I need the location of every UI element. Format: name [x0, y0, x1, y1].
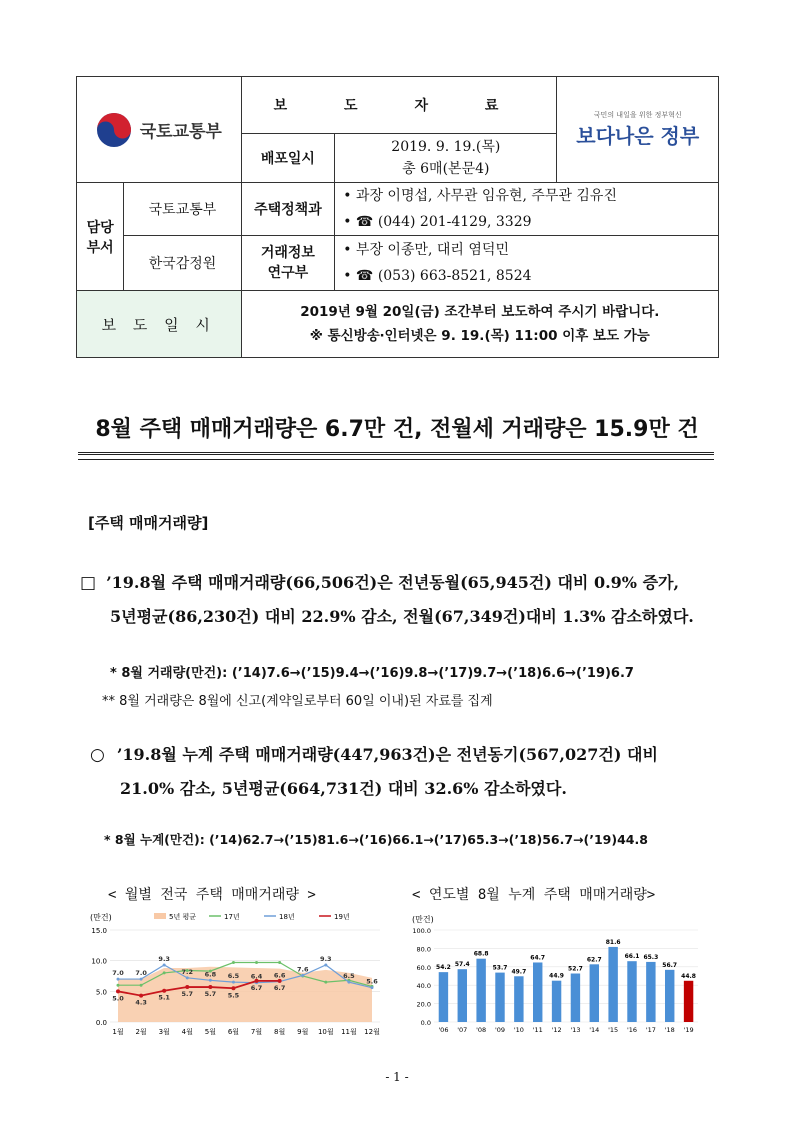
data-point-18년	[163, 963, 166, 966]
bar-value-label: 54.2	[436, 964, 451, 972]
bar	[684, 981, 693, 1022]
data-point-18년	[232, 981, 235, 984]
y-tick-label: 15.0	[91, 927, 107, 935]
dept1: 주택정책과	[241, 183, 335, 236]
square-bullet: □	[80, 573, 97, 593]
bar	[590, 964, 599, 1022]
data-point-17년	[140, 984, 143, 987]
y-tick-label: 0.0	[95, 1019, 107, 1027]
data-point-18년	[209, 979, 212, 982]
bar	[495, 973, 504, 1022]
x-tick-label: '17	[645, 1026, 656, 1034]
y-tick-label: 60.0	[416, 963, 431, 972]
bar	[571, 974, 580, 1022]
data-label-18년: 5.6	[366, 977, 378, 986]
data-point-17년	[278, 961, 281, 964]
data-label-19년: 6.7	[273, 983, 286, 992]
bar	[533, 962, 542, 1022]
chart2-plot	[436, 939, 696, 1022]
bar	[646, 962, 655, 1022]
y-tick-label: 20.0	[416, 1000, 431, 1009]
dist-label: 배포일시	[241, 133, 335, 182]
dist-info	[335, 133, 557, 182]
bar-value-label: 81.6	[605, 938, 621, 946]
bar	[665, 970, 674, 1022]
x-tick-label: 10월	[317, 1028, 334, 1036]
y-tick-label: 10.0	[91, 957, 107, 966]
x-tick-label: '13	[570, 1026, 581, 1034]
x-tick-label: 9월	[297, 1028, 309, 1036]
data-label-18년: 7.2	[181, 967, 194, 976]
data-point-17년	[324, 981, 327, 984]
release-info	[241, 291, 718, 358]
phone2: • ☎ (053) 663-8521, 8524	[343, 268, 532, 284]
data-point-18년	[301, 974, 304, 977]
bar	[608, 947, 617, 1022]
data-point-18년	[186, 976, 189, 979]
data-point-19년	[185, 985, 189, 989]
data-point-17년	[117, 984, 120, 987]
bar	[476, 959, 485, 1022]
data-label-18년: 6.4	[250, 972, 263, 981]
data-label-19년: 6.7	[250, 983, 263, 992]
p2-line1: ’19.8월 누계 주택 매매거래량(447,963건)은 전년동기(567,027건) 대비	[116, 745, 658, 764]
data-point-18년	[347, 981, 350, 984]
release-text: 2019년 9월 20일(금) 조간부터 보도하여 주시기 바랍니다.	[300, 304, 660, 320]
x-tick-label: '15	[608, 1026, 619, 1034]
circle-bullet: ○	[90, 745, 105, 765]
press-header-table	[76, 76, 719, 358]
gov-slogan: 보다나은 정부	[576, 124, 700, 148]
chart1-legend	[154, 912, 350, 921]
x-tick-label: '14	[589, 1026, 600, 1034]
ministry-logo-cell	[77, 77, 242, 183]
data-point-17년	[232, 961, 235, 964]
data-label-19년: 5.5	[227, 991, 240, 1000]
dist-date: 2019. 9. 19.(목)	[391, 138, 501, 155]
data-label-19년: 5.0	[112, 994, 124, 1003]
note-1: * 8월 거래량(만건): (’14)7.6→(’15)9.4→(’16)9.8→(’17)9.7→(’18)6.6→(’19)6.7	[110, 666, 634, 681]
note-2: ** 8월 거래량은 8월에 신고(계약일로부터 60일 이내)된 자료를 집계	[102, 694, 493, 709]
bar	[627, 961, 636, 1022]
x-tick-label: '07	[457, 1026, 468, 1034]
data-point-19년	[162, 989, 166, 993]
chart1-title: < 월별 전국 주택 매매거래량 >	[108, 887, 316, 903]
series-area-5년 평균	[118, 967, 372, 1022]
data-point-19년	[208, 985, 212, 989]
contact1	[335, 183, 719, 236]
data-point-18년	[371, 986, 374, 989]
bar-value-label: 52.7	[568, 965, 583, 973]
x-tick-label: 2월	[135, 1028, 147, 1036]
bar-value-label: 66.1	[624, 953, 640, 961]
data-label-18년: 6.5	[227, 972, 240, 981]
org2: 한국감정원	[124, 236, 241, 291]
p1-line2: 5년평균(86,230건) 대비 22.9% 감소, 전월(67,349건)대비 1.3% 감소하였다.	[110, 607, 694, 626]
y-tick-label: 5.0	[95, 988, 107, 997]
taegeuk-logo-icon	[96, 112, 132, 148]
bar-value-label: 64.7	[530, 954, 546, 962]
data-point-18년	[117, 978, 120, 981]
x-tick-label: 8월	[274, 1028, 286, 1036]
bar-value-label: 44.8	[681, 972, 696, 980]
chart1-unit: (만건)	[90, 913, 112, 922]
data-point-17년	[163, 971, 166, 974]
note-3: * 8월 누계(만건): (’14)62.7→(’15)81.6→(’16)66.1→(’17)65.3→(’18)56.7→(’19)44.8	[104, 832, 648, 847]
chart2-unit: (만건)	[412, 915, 434, 924]
dept2: 거래정보 연구부	[241, 236, 335, 291]
bar-value-label: 56.7	[662, 961, 678, 969]
bar-value-label: 57.4	[454, 961, 470, 969]
headline-rule	[78, 452, 714, 460]
data-label-19년: 4.3	[135, 998, 147, 1007]
data-label-18년: 6.8	[204, 970, 217, 979]
legend-label: 18년	[279, 913, 295, 921]
x-tick-label: '16	[626, 1026, 638, 1034]
bar-value-label: 53.7	[492, 964, 508, 972]
staff1: • 과장 이명섭, 사무관 임유현, 주무관 김유진	[343, 188, 617, 204]
data-label-18년: 6.6	[273, 971, 286, 980]
data-label-19년: 5.7	[204, 990, 217, 999]
release-note: ※ 통신방송‧인터넷은 9. 19.(목) 11:00 이후 보도 가능	[309, 328, 650, 344]
x-tick-label: '19	[683, 1026, 694, 1034]
phone1: • ☎ (044) 201-4129, 3329	[343, 214, 532, 230]
dept-label: 담당 부서	[77, 183, 124, 291]
data-point-19년	[116, 989, 120, 993]
bar-value-label: 49.7	[511, 968, 527, 976]
paragraph-1	[80, 566, 720, 634]
ministry-name: 국토교통부	[139, 122, 222, 142]
data-point-19년	[231, 986, 235, 990]
x-tick-label: '11	[532, 1026, 543, 1034]
p2-line2: 21.0% 감소, 5년평균(664,731건) 대비 32.6% 감소하였다.	[120, 779, 567, 798]
data-point-18년	[324, 963, 327, 966]
bar	[514, 976, 523, 1022]
x-tick-label: 5월	[204, 1028, 216, 1036]
yearly-bar-chart	[408, 912, 708, 1046]
staff2: • 부장 이종만, 대리 염덕민	[343, 242, 509, 258]
x-tick-label: '18	[664, 1026, 675, 1034]
x-tick-label: 11월	[341, 1028, 357, 1036]
data-label-19년: 5.7	[181, 990, 194, 999]
page-number: - 1 -	[385, 1070, 409, 1084]
data-label-18년: 7.0	[135, 969, 147, 978]
data-point-17년	[255, 961, 258, 964]
gov-slogan-cell	[557, 77, 719, 183]
chart1-plot	[112, 955, 378, 1022]
release-label: 보 도 일 시	[77, 291, 242, 358]
bar-value-label: 44.9	[549, 972, 564, 980]
bar-value-label: 62.7	[586, 956, 602, 964]
headline: 8월 주택 매매거래량은 6.7만 건, 전월세 거래량은 15.9만 건	[95, 417, 699, 442]
legend-label: 5년 평균	[169, 913, 196, 921]
data-point-18년	[140, 978, 143, 981]
section-heading: [주택 매매거래량]	[88, 514, 209, 532]
data-point-19년	[139, 994, 143, 998]
bar	[439, 972, 448, 1022]
y-tick-label: 100.0	[412, 927, 431, 935]
data-label-19년: 5.1	[158, 993, 170, 1002]
x-tick-label: 1월	[112, 1028, 124, 1036]
contact2	[335, 236, 719, 291]
x-tick-label: 7월	[250, 1028, 263, 1036]
bar-value-label: 68.8	[473, 950, 489, 958]
data-label-18년: 7.6	[296, 965, 309, 974]
legend-label: 17년	[224, 913, 240, 921]
bar-value-label: 65.3	[643, 953, 659, 961]
x-tick-label: 12월	[364, 1028, 380, 1036]
legend-swatch	[154, 913, 166, 919]
paragraph-2	[90, 738, 720, 806]
gov-slogan-small: 국민의 내일을 위한 정부혁신	[593, 111, 682, 119]
press-release-title: 보 도 자 료	[241, 77, 557, 134]
data-label-18년: 7.0	[112, 969, 124, 978]
y-tick-label: 0.0	[420, 1019, 431, 1027]
x-tick-label: 3월	[158, 1028, 170, 1036]
data-label-18년: 6.5	[343, 972, 355, 981]
x-tick-label: '12	[551, 1026, 562, 1034]
bar	[552, 981, 561, 1022]
x-tick-label: '06	[438, 1026, 449, 1034]
bar	[458, 969, 467, 1022]
x-tick-label: '08	[476, 1026, 487, 1034]
p1-line1: ’19.8월 주택 매매거래량(66,506건)은 전년동월(65,945건) 대비 0.9% 증가,	[106, 573, 680, 592]
x-tick-label: '10	[513, 1026, 524, 1034]
monthly-line-chart	[84, 906, 394, 1048]
x-tick-label: '09	[494, 1026, 506, 1034]
data-label-18년: 9.3	[158, 954, 170, 963]
chart2-title: < 연도별 8월 누계 주택 매매거래량>	[412, 887, 656, 903]
legend-label: 19년	[334, 913, 350, 921]
x-tick-label: 6월	[227, 1028, 240, 1036]
org1: 국토교통부	[124, 183, 241, 236]
data-label-18년: 9.3	[320, 954, 332, 963]
dist-pages: 총 6매(본문4)	[402, 160, 490, 177]
y-tick-label: 40.0	[416, 982, 431, 991]
y-tick-label: 80.0	[416, 945, 431, 954]
x-tick-label: 4월	[181, 1028, 193, 1036]
